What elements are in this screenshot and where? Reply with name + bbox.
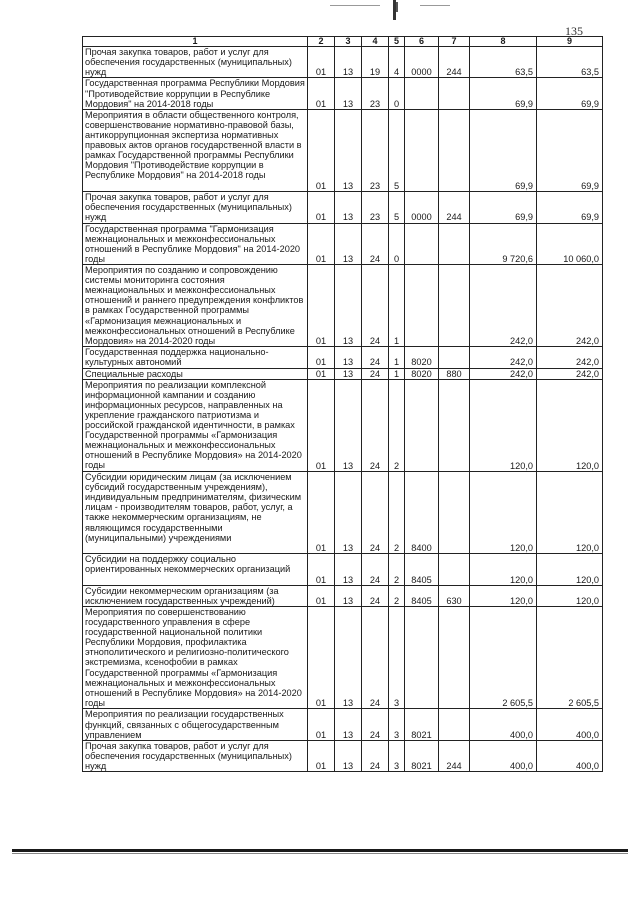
amount-year-2: 2 605,5: [537, 606, 603, 709]
row-name: Прочая закупка товаров, работ и услуг для обеспечения государственных (муниципальных) нужд: [83, 47, 308, 78]
code-target: 8400: [405, 472, 439, 554]
table-row: [83, 585, 603, 606]
amount-year-1: 9 720,6: [470, 223, 537, 265]
amount-year-1: 120,0: [470, 472, 537, 554]
code-section: 01: [308, 368, 335, 379]
amount-year-1: 242,0: [470, 347, 537, 368]
amount-year-1: 400,0: [470, 709, 537, 740]
code-program: 24: [362, 472, 389, 554]
code-subprogram: 3: [389, 606, 405, 709]
code-subsection: 13: [335, 606, 362, 709]
row-name: Субсидии на поддержку социально ориентированных некоммерческих организаций: [83, 554, 308, 585]
column-header: 9: [537, 37, 603, 47]
amount-year-1: 69,9: [470, 109, 537, 191]
amount-year-1: 69,9: [470, 192, 537, 223]
code-section: 01: [308, 585, 335, 606]
code-subsection: 13: [335, 47, 362, 78]
table-row: [83, 740, 603, 771]
column-header: 2: [308, 37, 335, 47]
table-row: [83, 109, 603, 191]
code-target: [405, 78, 439, 109]
row-name: Государственная программа Республики Мордовия "Противодействие коррупции в Республике Мордовия" на 2014-2018 годы: [83, 78, 308, 109]
table-row: [83, 606, 603, 709]
code-program: 24: [362, 709, 389, 740]
code-program: 19: [362, 47, 389, 78]
code-program: 24: [362, 554, 389, 585]
column-header: 7: [439, 37, 470, 47]
amount-year-2: 69,9: [537, 78, 603, 109]
code-target: 0000: [405, 47, 439, 78]
code-expense-type: 630: [439, 585, 470, 606]
code-subprogram: 1: [389, 368, 405, 379]
row-name: Прочая закупка товаров, работ и услуг для обеспечения государственных (муниципальных) нужд: [83, 740, 308, 771]
code-program: 24: [362, 368, 389, 379]
code-program: 24: [362, 347, 389, 368]
row-name: Мероприятия по реализации комплексной информационной кампании и созданию информационных ресурсов, направленных на укрепление гражданского патриотизма и российской гражданской идентичности, в рамках Государственной программы «Гармонизация межнациональных и межконфессиональных отношений в Республике Мордовия» на 2014-2020 годы: [83, 379, 308, 471]
amount-year-2: 242,0: [537, 265, 603, 347]
code-subsection: 13: [335, 347, 362, 368]
row-name: Мероприятия по совершенствованию государственного управления в сфере государственной национальной политики Республики Мордовия, профилактика этнополитического и религиозно-политического экстремизма, ксенофобии в рамках Государственной программы «Гармонизация межнациональных и межконфессиональных отношений в Республике Мордовия» на 2014-2020 годы: [83, 606, 308, 709]
code-expense-type: [439, 347, 470, 368]
table-row: [83, 472, 603, 554]
code-section: 01: [308, 109, 335, 191]
scan-bottom-edge: [12, 849, 628, 852]
amount-year-1: 63,5: [470, 47, 537, 78]
amount-year-1: 69,9: [470, 78, 537, 109]
code-section: 01: [308, 78, 335, 109]
row-name: Специальные расходы: [83, 368, 308, 379]
code-expense-type: [439, 709, 470, 740]
code-subprogram: 5: [389, 192, 405, 223]
code-subprogram: 5: [389, 109, 405, 191]
code-subprogram: 2: [389, 585, 405, 606]
code-expense-type: [439, 379, 470, 471]
budget-table-container: [82, 36, 602, 772]
code-subprogram: 1: [389, 347, 405, 368]
code-expense-type: [439, 78, 470, 109]
scan-artifact-line: [330, 5, 380, 6]
amount-year-2: 69,9: [537, 109, 603, 191]
code-subprogram: 3: [389, 709, 405, 740]
code-subprogram: 2: [389, 472, 405, 554]
code-expense-type: 244: [439, 47, 470, 78]
amount-year-1: 120,0: [470, 585, 537, 606]
code-subprogram: 4: [389, 47, 405, 78]
table-row: [83, 347, 603, 368]
amount-year-1: 242,0: [470, 368, 537, 379]
amount-year-2: 120,0: [537, 472, 603, 554]
column-header: 3: [335, 37, 362, 47]
table-row: [83, 554, 603, 585]
code-expense-type: [439, 109, 470, 191]
code-subsection: 13: [335, 554, 362, 585]
amount-year-1: 242,0: [470, 265, 537, 347]
code-program: 23: [362, 192, 389, 223]
code-program: 23: [362, 109, 389, 191]
code-target: 8020: [405, 347, 439, 368]
code-target: 8405: [405, 585, 439, 606]
code-expense-type: 244: [439, 192, 470, 223]
row-name: Государственная поддержка национально-культурных автономий: [83, 347, 308, 368]
code-subsection: 13: [335, 368, 362, 379]
code-expense-type: [439, 606, 470, 709]
row-name: Мероприятия по созданию и сопровождению системы мониторинга состояния межнациональных и межконфессиональных отношений и раннего предупреждения конфликтов в рамках Государственной программы «Гармонизация межнациональных и межконфессиональных отношений в Республике Мордовия» на 2014-2020 годы: [83, 265, 308, 347]
table-row: [83, 709, 603, 740]
code-subprogram: 0: [389, 78, 405, 109]
row-name: Мероприятия по реализации государственных функций, связанных с общегосударственным управлением: [83, 709, 308, 740]
amount-year-2: 63,5: [537, 47, 603, 78]
code-expense-type: 880: [439, 368, 470, 379]
code-subprogram: 2: [389, 554, 405, 585]
code-subsection: 13: [335, 740, 362, 771]
code-section: 01: [308, 554, 335, 585]
row-name: Мероприятия в области общественного контроля, совершенствование нормативно-правовой базы, антикоррупционная экспертиза нормативных правовых актов органов государственной власти в рамках Государственной программы Республики Мордовия "Противодействие коррупции в Республике Мордовия" на 2014-2018 годы: [83, 109, 308, 191]
code-section: 01: [308, 606, 335, 709]
budget-table: [82, 36, 603, 772]
code-target: [405, 109, 439, 191]
code-program: 23: [362, 78, 389, 109]
code-section: 01: [308, 347, 335, 368]
code-target: [405, 606, 439, 709]
page-number: 135: [565, 24, 583, 38]
column-header: 1: [83, 37, 308, 47]
code-program: 24: [362, 379, 389, 471]
code-subprogram: 0: [389, 223, 405, 265]
code-expense-type: [439, 472, 470, 554]
amount-year-2: 120,0: [537, 379, 603, 471]
code-target: 8020: [405, 368, 439, 379]
code-section: 01: [308, 740, 335, 771]
code-target: 8021: [405, 709, 439, 740]
amount-year-2: 120,0: [537, 554, 603, 585]
code-subsection: 13: [335, 709, 362, 740]
amount-year-2: 400,0: [537, 740, 603, 771]
table-row: [83, 78, 603, 109]
code-section: 01: [308, 47, 335, 78]
row-name: Субсидии юридическим лицам (за исключением субсидий государственным учреждениям), индивидуальным предпринимателям, физическим лицам - производителям товаров, работ, услуг, а также некоммерческим организациям, не являющимся государственными (муниципальными) учреждениями: [83, 472, 308, 554]
amount-year-2: 400,0: [537, 709, 603, 740]
table-row: [83, 379, 603, 471]
table-body: [83, 47, 603, 772]
row-name: Прочая закупка товаров, работ и услуг для обеспечения государственных (муниципальных) нужд: [83, 192, 308, 223]
column-header: 4: [362, 37, 389, 47]
code-section: 01: [308, 265, 335, 347]
row-name: Субсидии некоммерческим организациям (за исключением государственных учреждений): [83, 585, 308, 606]
table-row: [83, 192, 603, 223]
code-subsection: 13: [335, 472, 362, 554]
code-expense-type: [439, 265, 470, 347]
amount-year-1: 2 605,5: [470, 606, 537, 709]
code-program: 24: [362, 740, 389, 771]
table-header-row: [83, 37, 603, 47]
code-section: 01: [308, 709, 335, 740]
code-subprogram: 3: [389, 740, 405, 771]
code-subsection: 13: [335, 192, 362, 223]
code-section: 01: [308, 472, 335, 554]
amount-year-2: 242,0: [537, 368, 603, 379]
column-header: 5: [389, 37, 405, 47]
table-row: [83, 368, 603, 379]
amount-year-2: 120,0: [537, 585, 603, 606]
amount-year-2: 69,9: [537, 192, 603, 223]
scan-artifact-line: [420, 5, 450, 6]
amount-year-1: 120,0: [470, 554, 537, 585]
amount-year-1: 120,0: [470, 379, 537, 471]
code-target: [405, 265, 439, 347]
amount-year-1: 400,0: [470, 740, 537, 771]
scan-artifact-mark: [396, 2, 398, 12]
code-subsection: 13: [335, 223, 362, 265]
code-subsection: 13: [335, 585, 362, 606]
code-target: [405, 379, 439, 471]
code-target: 8405: [405, 554, 439, 585]
code-subprogram: 1: [389, 265, 405, 347]
code-target: 8021: [405, 740, 439, 771]
code-expense-type: [439, 554, 470, 585]
code-program: 24: [362, 223, 389, 265]
code-section: 01: [308, 223, 335, 265]
amount-year-2: 10 060,0: [537, 223, 603, 265]
code-program: 24: [362, 606, 389, 709]
column-header: 6: [405, 37, 439, 47]
scan-bottom-edge: [12, 853, 628, 854]
amount-year-2: 242,0: [537, 347, 603, 368]
code-section: 01: [308, 192, 335, 223]
code-target: [405, 223, 439, 265]
code-subsection: 13: [335, 78, 362, 109]
code-program: 24: [362, 585, 389, 606]
code-expense-type: 244: [439, 740, 470, 771]
code-subsection: 13: [335, 109, 362, 191]
column-header: 8: [470, 37, 537, 47]
code-expense-type: [439, 223, 470, 265]
code-program: 24: [362, 265, 389, 347]
code-subsection: 13: [335, 379, 362, 471]
table-row: [83, 223, 603, 265]
table-row: [83, 47, 603, 78]
row-name: Государственная программа "Гармонизация межнациональных и межконфессиональных отношений в Республике Мордовия" на 2014-2020 годы: [83, 223, 308, 265]
code-target: 0000: [405, 192, 439, 223]
code-section: 01: [308, 379, 335, 471]
code-subprogram: 2: [389, 379, 405, 471]
code-subsection: 13: [335, 265, 362, 347]
table-row: [83, 265, 603, 347]
